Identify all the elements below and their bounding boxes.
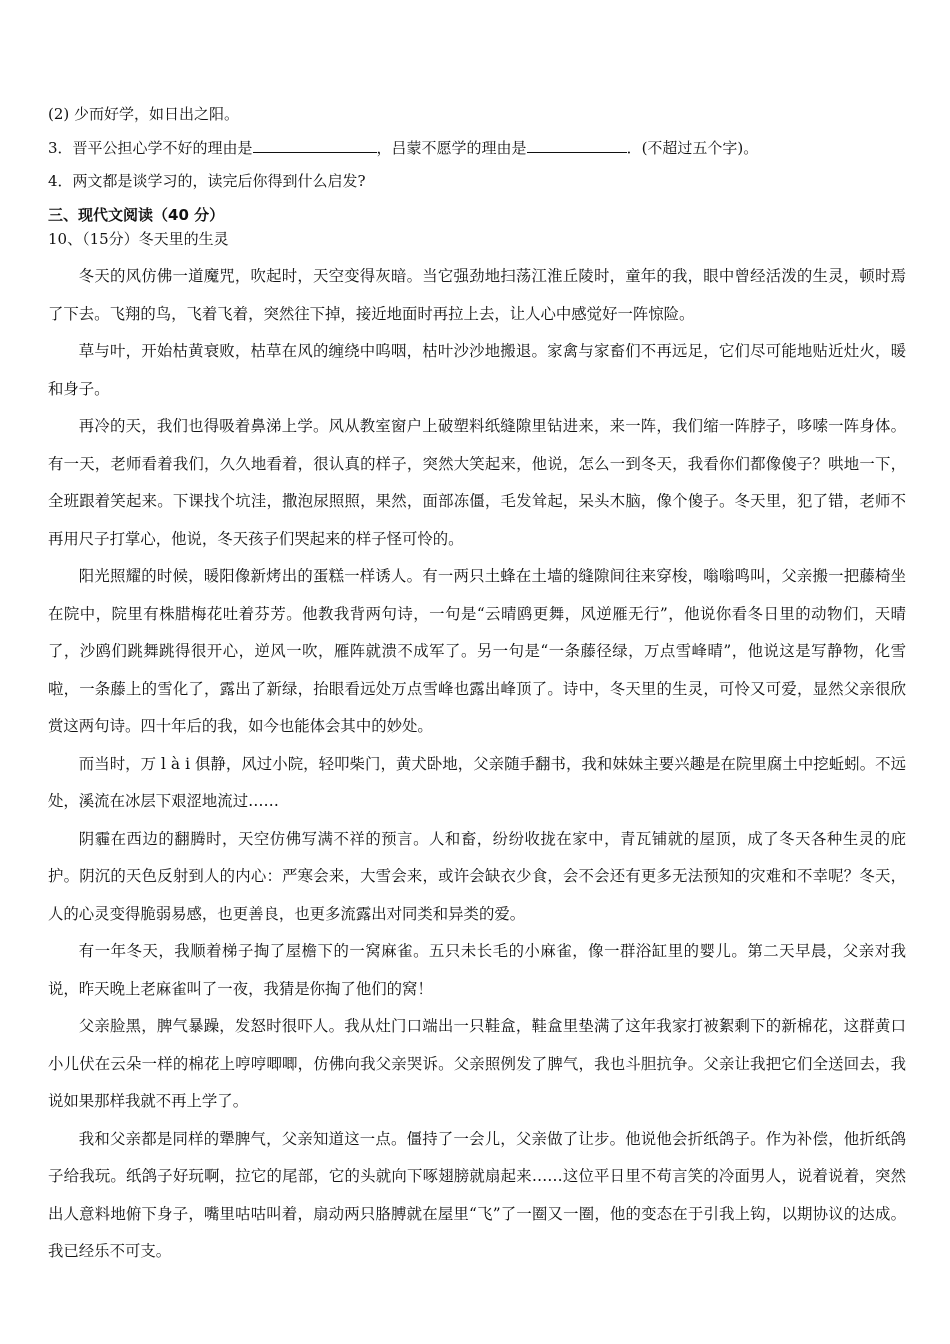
question-3 [48,136,758,159]
article-paragraph: 父亲脸黑，脾气暴躁，发怒时很吓人。我从灶门口端出一只鞋盒，鞋盒里垫满了这年我家打被絮剩下的新棉花，这群黄口小儿伏在云朵一样的棉花上哼哼唧唧，仿佛向我父亲哭诉。父亲照例发了脾气，我也斗胆抗争。父亲让我把它们全送回去，我说如果那样我就不再上学了。 [48,1017,906,1110]
answer-blank-2[interactable] [527,136,627,153]
question-4: 4．两文都是谈学习的，读完后你得到什么启发? [48,172,366,190]
article-paragraph: 再冷的天，我们也得吸着鼻涕上学。风从教室窗户上破塑料纸缝隙里钻进来，来一阵，我们缩一阵脖子，哆嗦一阵身体。有一天，老师看着我们，久久地看着，很认真的样子，突然大笑起来，他说，怎么一到冬天，我看你们都像傻子？哄地一下，全班跟着笑起来。下课找个坑洼，撒泡尿照照，果然，面部冻僵，毛发耸起，呆头木脑，像个傻子。冬天里，犯了错，老师不再用尺子打掌心，他说，冬天孩子们哭起来的样子怪可怜的。 [48,417,906,548]
question-3-text-3: ．(不超过五个字)。 [626,139,759,157]
article-paragraph: 阴霾在西边的翻腾时，天空仿佛写满不祥的预言。人和畜，纷纷收拢在家中，青瓦铺就的屋顶，成了冬天各种生灵的庇护。阴沉的天色反射到人的内心：严寒会来，大雪会来，或许会缺衣少食，会不会还有更多无法预知的灾难和不幸呢？冬天，人的心灵变得脆弱易感，也更善良，也更多流露出对同类和异类的爱。 [48,829,906,923]
question-3-text-1: 3．晋平公担心学不好的理由是 [48,139,253,157]
article-body [48,258,906,1271]
article-paragraph: 我和父亲都是同样的犟脾气，父亲知道这一点。僵持了一会儿，父亲做了让步。他说他会折纸鸽子。作为补偿，他折纸鸽子给我玩。纸鸽子好玩啊，拉它的尾部，它的头就向下啄翅膀就扇起来……这位平日里不苟言笑的冷面男人，说着说着，突然出人意料地俯下身子，嘴里咕咕叫着，扇动两只胳膊就在屋里“飞”了一圈又一圈，他的变态在于引我上钩，以期协议的达成。我已经乐不可支。 [48,1129,906,1260]
section-title: 三、现代文阅读（40 分） [48,206,225,224]
article-paragraph: 草与叶，开始枯黄衰败，枯草在风的缠绕中呜咽，枯叶沙沙地搬退。家禽与家畜们不再远足，它们尽可能地贴近灶火，暖和身子。 [48,342,906,398]
article-paragraph: 有一年冬天，我顺着梯子掏了屋檐下的一窝麻雀。五只未长毛的小麻雀，像一群浴缸里的婴儿。第二天早晨，父亲对我说，昨天晚上老麻雀叫了一夜，我猜是你掏了他们的窝！ [48,942,906,998]
question-10-heading: 10、（15分）冬天里的生灵 [48,230,229,248]
article-paragraph: 阳光照耀的时候，暖阳像新烤出的蛋糕一样诱人。有一两只土蜂在土墙的缝隙间往来穿梭，嗡嗡鸣叫，父亲搬一把藤椅坐在院中，院里有株腊梅花吐着芬芳。他教我背两句诗，一句是“云晴鸥更舞，风逆雁无行”，他说你看冬日里的动物们，天晴了，沙鸥们跳舞跳得很开心，逆风一吹，雁阵就溃不成军了。另一句是“一条藤径绿，万点雪峰晴”，他说这是写静物，化雪啦，一条藤上的雪化了，露出了新绿，抬眼看远处万点雪峰也露出峰顶了。诗中，冬天里的生灵，可怜又可爱，显然父亲很欣赏这两句诗。四十年后的我，如今也能体会其中的妙处。 [48,567,906,735]
question-3-text-2: ，吕蒙不愿学的理由是 [376,139,527,157]
article-paragraph: 冬天的风仿佛一道魔咒，吹起时，天空变得灰暗。当它强劲地扫荡江淮丘陵时，童年的我，眼中曾经活泼的生灵，顿时焉了下去。飞翔的鸟，飞着飞着，突然往下掉，接近地面时再拉上去，让人心中感觉好一阵惊险。 [48,267,906,323]
article-paragraph: 而当时，万 l à i 俱静，风过小院，轻叩柴门，黄犬卧地，父亲随手翻书，我和妹妹主要兴趣是在院里腐土中挖蚯蚓。不远处，溪流在冰层下艰涩地流过…… [48,754,906,810]
answer-blank-1[interactable] [253,136,377,153]
question-2-item: (2) 少而好学，如日出之阳。 [48,105,240,123]
